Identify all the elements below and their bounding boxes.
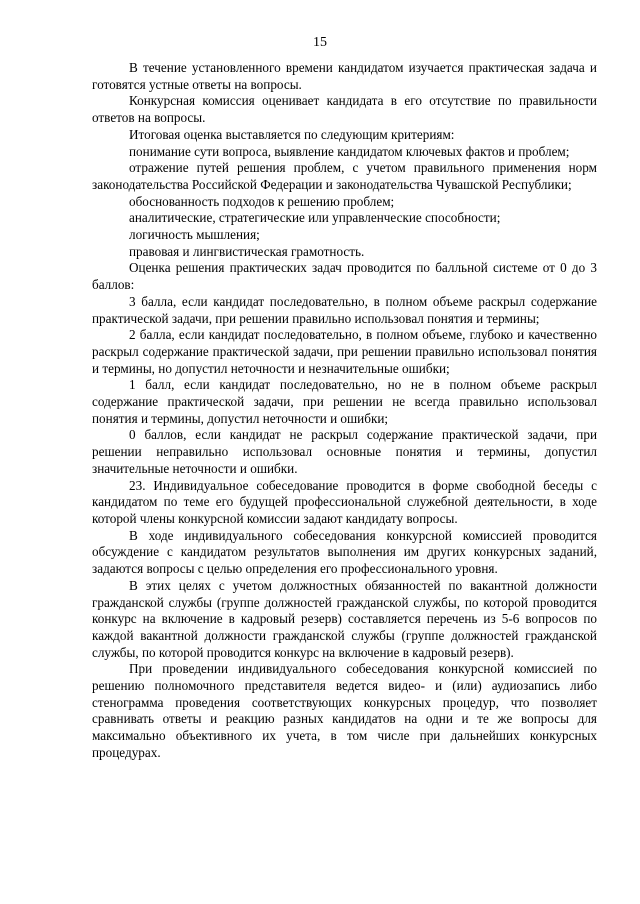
score-item: 1 балл, если кандидат последовательно, но не в полном объеме раскрыл содержание практической задачи, при решении не всегда правильно использовал понятия и термины, допустил неточности и ошибки; xyxy=(92,377,597,426)
score-item: 3 балла, если кандидат последовательно, в полном объеме раскрыл содержание практической задачи, при решении правильно использовал понятия и термины; xyxy=(92,293,597,326)
criteria-item: отражение путей решения проблем, с учетом правильного применения норм законодательства Российской Федерации и законодательства Чувашской Республики; xyxy=(92,160,597,192)
criteria-item: правовая и лингвистическая грамотность. xyxy=(129,243,365,259)
criteria-item: аналитические, стратегические или управленческие способности; xyxy=(129,210,501,226)
paragraph: Итоговая оценка выставляется по следующим критериям: xyxy=(129,126,455,142)
paragraph: Оценка решения практических задач проводится по балльной системе от 0 до 3 баллов: xyxy=(92,260,597,293)
paragraph: Конкурсная комиссия оценивает кандидата в его отсутствие по правильности ответов на вопросы. xyxy=(92,93,597,126)
paragraph: В ходе индивидуального собеседования конкурсной комиссией проводится обсуждение с кандидатом результатов выполнения им других конкурсных заданий, задаются вопросы с целью определения его профессионального уровня. xyxy=(92,527,597,577)
score-item: 2 балла, если кандидат последовательно, в полном объеме, глубоко и качественно раскрыл содержание практической задачи, при решении правильно использовал понятия и термины, но допустил неточности и незначительные ошибки; xyxy=(92,327,597,376)
paragraph: В течение установленного времени кандидатом изучается практическая задача и готовятся устные ответы на вопросы. xyxy=(92,60,597,92)
document-body xyxy=(92,60,597,762)
criteria-item: понимание сути вопроса, выявление кандидатом ключевых фактов и проблем; xyxy=(129,143,570,159)
page-number: 15 xyxy=(313,35,327,50)
criteria-item: логичность мышления; xyxy=(129,227,260,243)
paragraph: В этих целях с учетом должностных обязанностей по вакантной должности гражданской службы (группе должностей гражданской службы, по которой проводится конкурс на включение в кадровый резерв) составляется перечень из 5-6 вопросов по каждой вакантной должности гражданской службы (группе должностей гражданской службы, по которой проводится конкурс на включение в кадровый резерв). xyxy=(92,577,597,660)
criteria-item: обоснованность подходов к решению проблем; xyxy=(129,193,395,209)
paragraph: 23. Индивидуальное собеседование проводится в форме свободной беседы с кандидатом по теме его будущей профессиональной служебной деятельности, в ходе которой члены конкурсной комиссии задают кандидату вопросы. xyxy=(92,477,597,526)
paragraph: При проведении индивидуального собеседования конкурсной комиссией по решению полномочного представителя ведется видео- и (или) аудиозапись либо стенограмма проведения соответствующих конкурсных процедур, что позволяет сравнивать ответы и реакцию разных кандидатов на одни и те же вопросы для максимально объективного их учета, в том числе при дальнейших конкурсных процедурах. xyxy=(92,661,597,760)
score-item: 0 баллов, если кандидат не раскрыл содержание практической задачи, при решении неправильно использовал основные понятия и термины, допустил значительные неточности и ошибки. xyxy=(92,427,597,476)
